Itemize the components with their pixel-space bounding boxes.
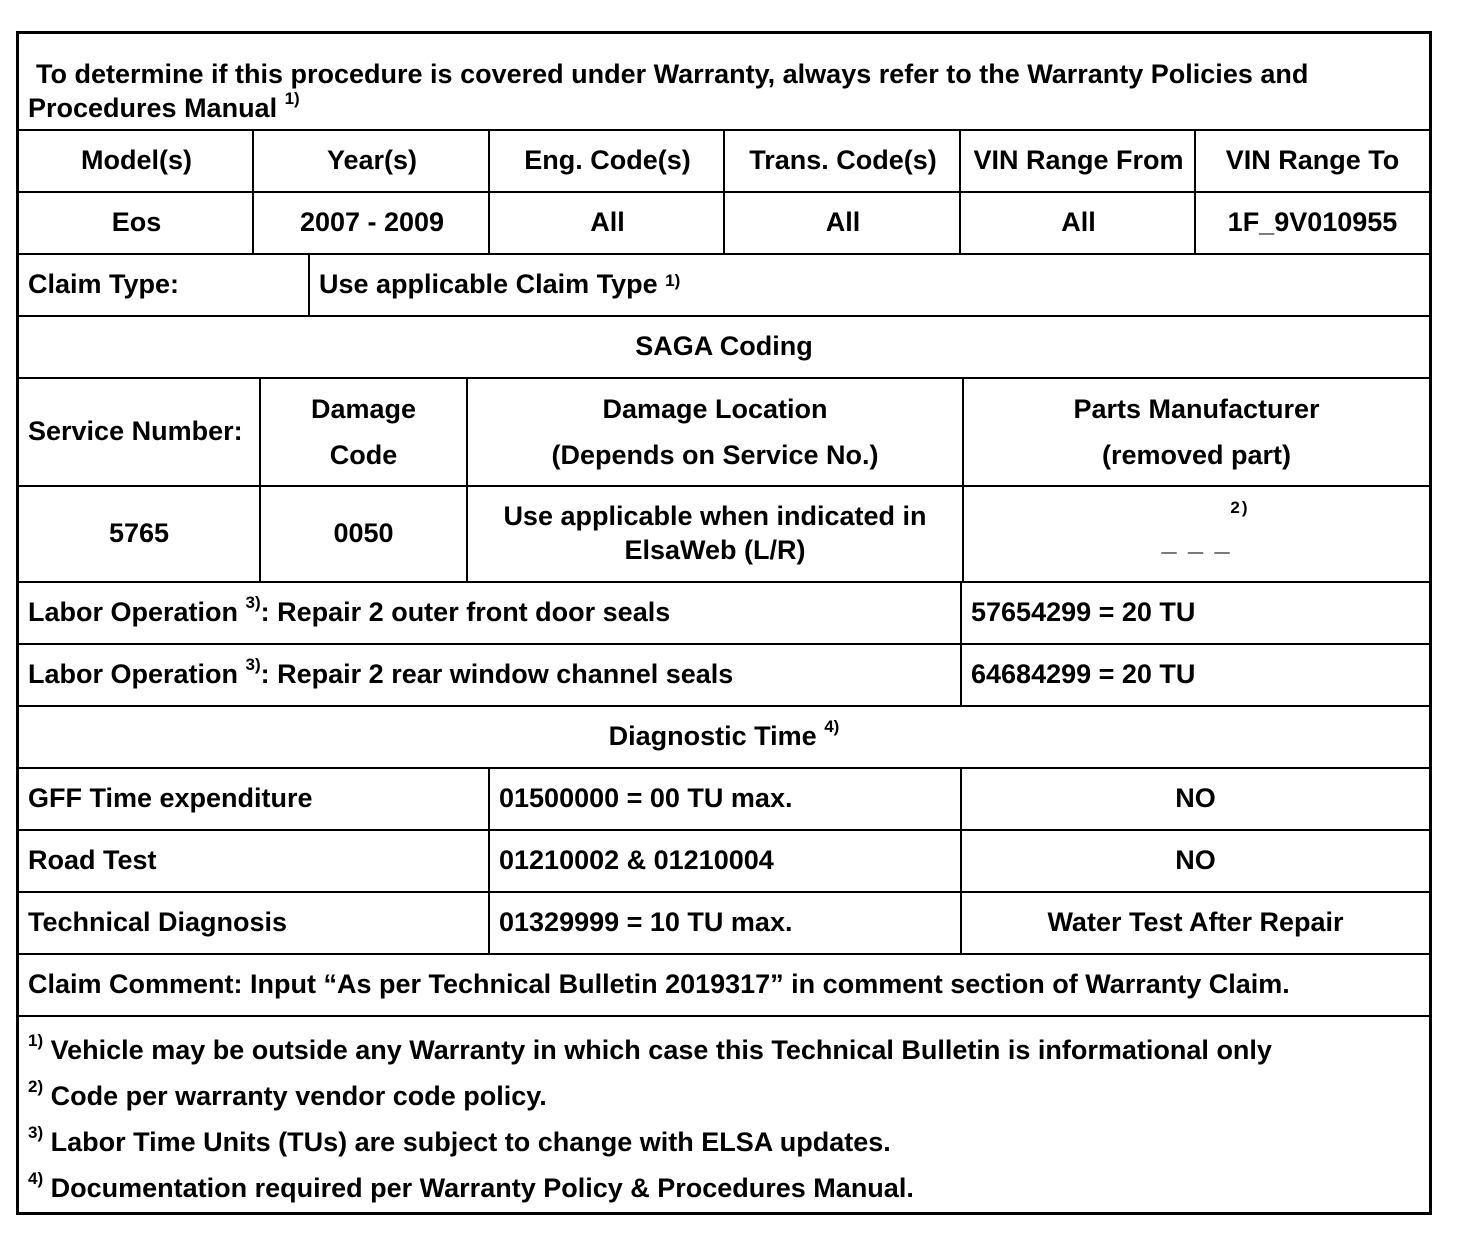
parts-manufacturer-value: _ _ _ 2) xyxy=(1161,498,1250,557)
header-vin-to: VIN Range To xyxy=(1225,145,1400,176)
diagnostic-row-value: NO xyxy=(1175,783,1216,814)
footnote-2: $^{2)}$ Code per warranty vendor code policy. xyxy=(28,1077,547,1111)
service-number-value: 5765 xyxy=(108,518,170,549)
header-models: Model(s) xyxy=(81,145,192,176)
warranty-table xyxy=(16,31,1432,1215)
footnote-3: $^{3)}$ Labor Time Units (TUs) are subject to change with ELSA updates. xyxy=(28,1123,891,1157)
damage-location-label: Damage Location (Depends on Service No.) xyxy=(551,394,879,470)
claim-type-label: Claim Type: xyxy=(28,269,180,300)
intro-line-2: Procedures Manual $^{1)}$ xyxy=(28,88,300,123)
labor-operation-2-code: 64684299 = 20 TU xyxy=(971,659,1196,690)
value-eng-code: All xyxy=(590,207,625,238)
labor-operation-1-code: 57654299 = 20 TU xyxy=(971,597,1196,628)
intro-text xyxy=(19,34,1429,130)
value-years: 2007 - 2009 xyxy=(299,207,445,238)
value-vin-from: All xyxy=(1061,207,1096,238)
claim-comment: Claim Comment: Input “As per Technical Bulletin 2019317” in comment section of Warranty Claim. xyxy=(28,969,1290,1000)
footnotes xyxy=(19,1017,1429,1212)
diagnostic-row-code: 01210002 & 01210004 xyxy=(499,845,774,876)
diagnostic-row-name: Technical Diagnosis xyxy=(28,907,288,938)
diagnostic-time-title: Diagnostic Time $^{4)}$ xyxy=(608,717,840,752)
value-trans-code: All xyxy=(825,207,861,238)
damage-code-label: Damage Code xyxy=(310,394,417,470)
diagnostic-row-code: 01329999 = 10 TU max. xyxy=(499,907,793,938)
value-vin-to: 1F_9V010955 xyxy=(1227,207,1398,238)
labor-operation-2: Labor Operation $^{3)}$: Repair 2 rear window channel seals xyxy=(28,655,734,690)
header-years: Year(s) xyxy=(326,145,418,176)
intro-line-1: To determine if this procedure is covered under Warranty, always refer to the Warranty Policies and xyxy=(36,59,1309,89)
diagnostic-row-name: Road Test xyxy=(28,845,157,876)
damage-location-value: Use applicable when indicated in ElsaWeb (L/R) xyxy=(503,501,927,565)
damage-code-value: 0050 xyxy=(333,518,394,549)
diagnostic-row-code: 01500000 = 00 TU max. xyxy=(499,783,793,814)
header-trans-codes: Trans. Code(s) xyxy=(749,145,937,176)
diagnostic-row-name: GFF Time expenditure xyxy=(28,783,313,814)
footnote-4: $^{4)}$ Documentation required per Warranty Policy & Procedures Manual. xyxy=(28,1169,914,1203)
claim-type-value: Use applicable Claim Type $^{1)}$ xyxy=(319,269,681,300)
diagnostic-row-value: NO xyxy=(1175,845,1216,876)
parts-manufacturer-label: Parts Manufacturer (removed part) xyxy=(1073,394,1320,470)
header-eng-codes: Eng. Code(s) xyxy=(524,145,691,176)
diagnostic-row-value: Water Test After Repair xyxy=(1047,907,1344,938)
labor-operation-1: Labor Operation $^{3)}$: Repair 2 outer front door seals xyxy=(28,593,671,628)
saga-coding-title: SAGA Coding xyxy=(635,331,813,362)
value-model: Eos xyxy=(111,207,162,238)
footnote-1: $^{1)}$ Vehicle may be outside any Warranty in which case this Technical Bulletin is informational only xyxy=(28,1031,1272,1065)
service-number-label: Service Number: xyxy=(28,416,243,447)
header-vin-from: VIN Range From xyxy=(973,145,1184,176)
